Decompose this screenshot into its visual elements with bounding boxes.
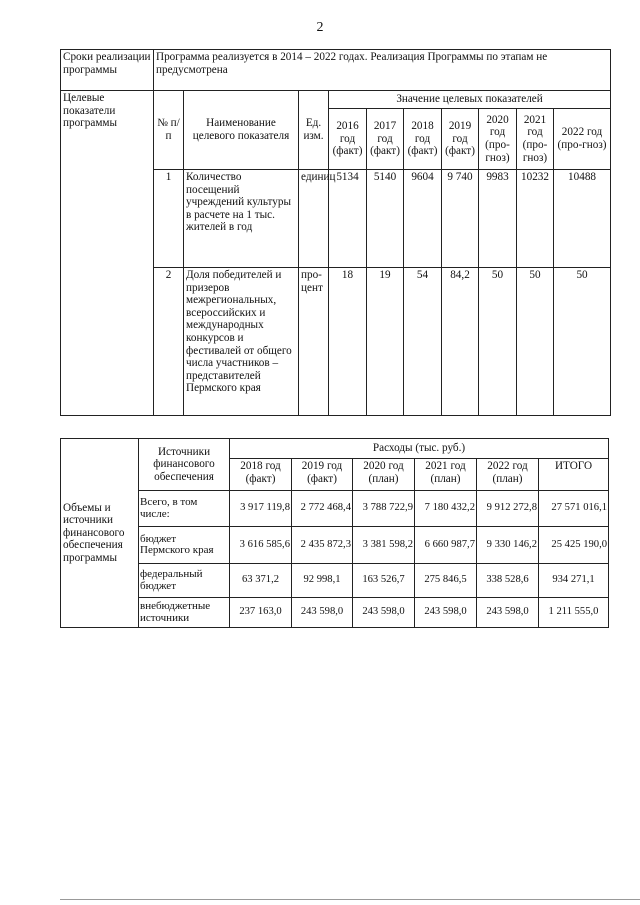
table-row — [61, 491, 609, 527]
column-header: 2019 год (факт) — [292, 459, 353, 491]
row-value: 50 — [479, 268, 517, 416]
row-name: Количество посещений учреждений культуры в расчете на 1 тыс. жителей в год — [184, 170, 299, 268]
column-header: ИТОГО — [539, 459, 609, 491]
expense-value: 163 526,7 — [353, 564, 415, 598]
terms-text: Программа реализуется в 2014 – 2022 годах. Реализация Программы по этапам не предусмотрена — [154, 50, 611, 91]
expense-value: 3 917 119,8 — [230, 491, 292, 527]
expense-value: 3 381 598,2 — [353, 527, 415, 564]
sources-header: Источники финансового обеспечения — [139, 439, 230, 491]
row-value: 50 — [554, 268, 611, 416]
expense-value: 3 616 585,6 — [230, 527, 292, 564]
terms-label: Сроки реализации программы — [61, 50, 154, 91]
row-unit: про-цент — [299, 268, 329, 416]
finance-label: Объемы и источники финансового обеспечения программы — [61, 439, 139, 628]
header-year: 2022 год (про-гноз) — [554, 109, 611, 170]
targets-label: Целевые показатели программы — [61, 91, 154, 416]
source-label: Всего, в том числе: — [139, 491, 230, 527]
row-value: 9983 — [479, 170, 517, 268]
header-values-title: Значение целевых показателей — [329, 91, 611, 109]
row-num: 1 — [154, 170, 184, 268]
expense-value: 6 660 987,7 — [415, 527, 477, 564]
expense-value: 3 788 722,9 — [353, 491, 415, 527]
column-header: 2018 год (факт) — [230, 459, 292, 491]
expense-value: 934 271,1 — [539, 564, 609, 598]
expense-value: 237 163,0 — [230, 598, 292, 628]
expense-value: 243 598,0 — [292, 598, 353, 628]
row-value: 9604 — [404, 170, 442, 268]
header-year: 2019 год (факт) — [442, 109, 479, 170]
row-value: 84,2 — [442, 268, 479, 416]
row-value: 9 740 — [442, 170, 479, 268]
finance-table — [60, 438, 609, 628]
header-year: 2016 год (факт) — [329, 109, 367, 170]
expense-value: 7 180 432,2 — [415, 491, 477, 527]
expense-value: 9 912 272,8 — [477, 491, 539, 527]
expense-value: 243 598,0 — [415, 598, 477, 628]
row-value: 5140 — [367, 170, 404, 268]
header-year: 2017 год (факт) — [367, 109, 404, 170]
header-unit: Ед. изм. — [299, 91, 329, 170]
expense-value: 63 371,2 — [230, 564, 292, 598]
column-header: 2020 год (план) — [353, 459, 415, 491]
expense-value: 1 211 555,0 — [539, 598, 609, 628]
page-bottom-rule — [60, 899, 640, 900]
program-targets-table — [60, 49, 611, 416]
row-num: 2 — [154, 268, 184, 416]
expense-value: 338 528,6 — [477, 564, 539, 598]
expense-value: 275 846,5 — [415, 564, 477, 598]
expense-value: 2 772 468,4 — [292, 491, 353, 527]
page-number: 2 — [316, 20, 324, 35]
header-year: 2020 год (про-гноз) — [479, 109, 517, 170]
expense-value: 9 330 146,2 — [477, 527, 539, 564]
row-value: 54 — [404, 268, 442, 416]
expense-value: 27 571 016,1 — [539, 491, 609, 527]
row-name: Доля победителей и призеров межрегиональных, всероссийских и международных конкурсов и фестивалей от общего числа участников – представителей Пермского края — [184, 268, 299, 416]
row-value: 10488 — [554, 170, 611, 268]
header-year: 2021 год (про-гноз) — [517, 109, 554, 170]
header-year: 2018 год (факт) — [404, 109, 442, 170]
expense-value: 243 598,0 — [477, 598, 539, 628]
column-header: 2022 год (план) — [477, 459, 539, 491]
row-value: 10232 — [517, 170, 554, 268]
source-label: федеральный бюджет — [139, 564, 230, 598]
row-value: 19 — [367, 268, 404, 416]
row-value: 18 — [329, 268, 367, 416]
expense-value: 25 425 190,0 — [539, 527, 609, 564]
column-header: 2021 год (план) — [415, 459, 477, 491]
row-value: 5134 — [329, 170, 367, 268]
table-row — [61, 564, 609, 598]
source-label: внебюджетные источники — [139, 598, 230, 628]
source-label: бюджет Пермского края — [139, 527, 230, 564]
expenses-title: Расходы (тыс. руб.) — [230, 439, 609, 459]
table-row — [61, 598, 609, 628]
table-row — [61, 527, 609, 564]
row-value: 50 — [517, 268, 554, 416]
expense-value: 2 435 872,3 — [292, 527, 353, 564]
expense-value: 92 998,1 — [292, 564, 353, 598]
header-name: Наименование целевого показателя — [184, 91, 299, 170]
header-num: № п/п — [154, 91, 184, 170]
expense-value: 243 598,0 — [353, 598, 415, 628]
row-unit: единиц — [299, 170, 329, 268]
